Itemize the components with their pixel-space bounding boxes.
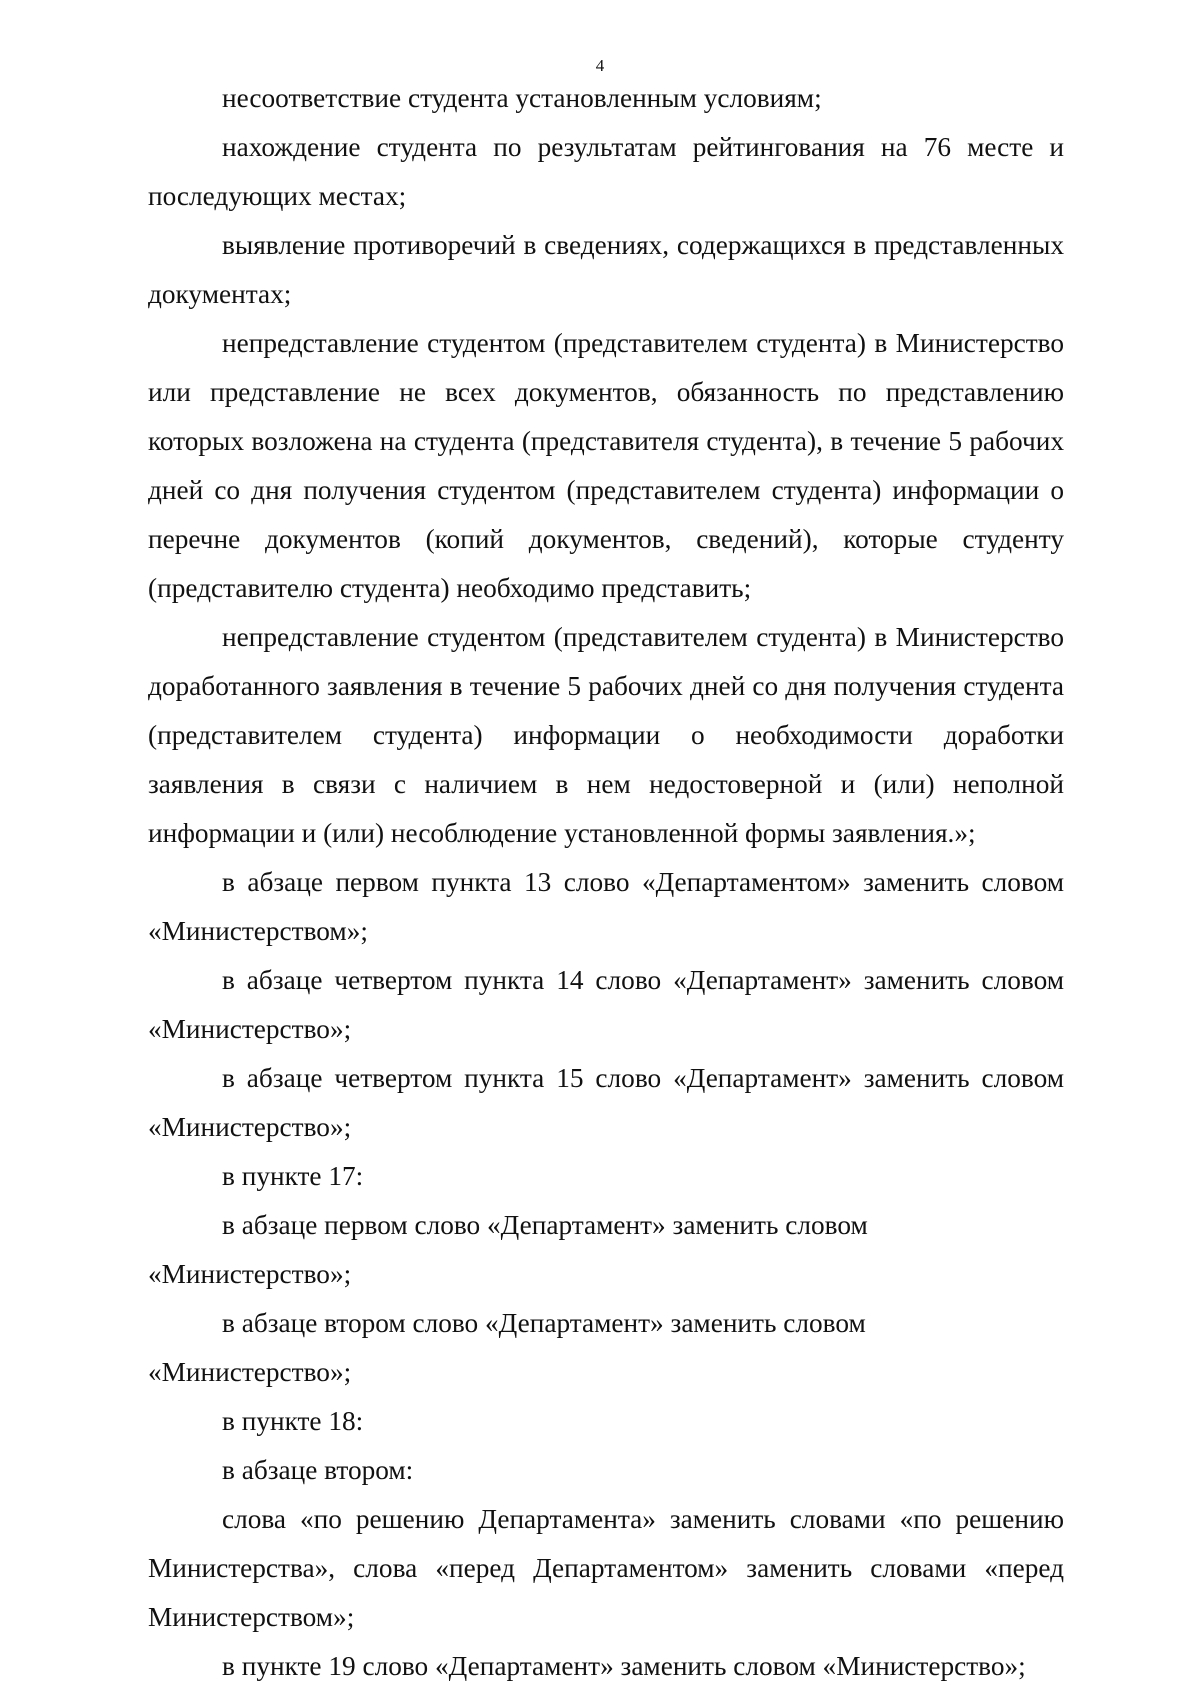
document-body bbox=[148, 74, 1064, 1691]
paragraph: непредставление студентом (представителем студента) в Министерство доработанного заявления в течение 5 рабочих дней со дня получения студента (представителем студента) информации о необходимости доработки заявления в связи с наличием в нем недостоверной и (или) неполной информации и (или) несоблюдение установленной формы заявления.»; bbox=[148, 622, 1064, 848]
paragraph: выявление противоречий в сведениях, содержащихся в представленных документах; bbox=[148, 230, 1064, 309]
page-number: 4 bbox=[595, 56, 605, 75]
paragraph: в пункте 17: bbox=[222, 1161, 364, 1191]
paragraph: в абзаце четвертом пункта 15 слово «Департамент» заменить словом «Министерство»; bbox=[148, 1063, 1064, 1142]
paragraph: в абзаце первом пункта 13 слово «Департаментом» заменить словом «Министерством»; bbox=[148, 867, 1064, 946]
paragraph: в пункте 19 слово «Департамент» заменить словом «Министерство»; bbox=[222, 1651, 1026, 1681]
paragraph: в пункте 18: bbox=[222, 1406, 364, 1436]
paragraph: в абзаце четвертом пункта 14 слово «Департамент» заменить словом «Министерство»; bbox=[148, 965, 1064, 1044]
paragraph: в абзаце втором: bbox=[222, 1455, 414, 1485]
paragraph: несоответствие студента установленным условиям; bbox=[222, 83, 822, 113]
paragraph: нахождение студента по результатам рейтингования на 76 месте и последующих местах; bbox=[148, 132, 1064, 211]
paragraph: в абзаце первом слово «Департамент» заменить словом «Министерство»; bbox=[148, 1210, 868, 1289]
paragraph: слова «по решению Департамента» заменить словами «по решению Министерства», слова «перед Департаментом» заменить словами «перед Министерством»; bbox=[148, 1504, 1064, 1632]
paragraph: в абзаце втором слово «Департамент» заменить словом «Министерство»; bbox=[148, 1308, 866, 1387]
paragraph: непредставление студентом (представителем студента) в Министерство или представление не всех документов, обязанность по представлению которых возложена на студента (представителя студента), в течение 5 рабочих дней со дня получения студентом (представителем студента) информации о перечне документов (копий документов, сведений), которые студенту (представителю студента) необходимо представить; bbox=[148, 328, 1064, 603]
